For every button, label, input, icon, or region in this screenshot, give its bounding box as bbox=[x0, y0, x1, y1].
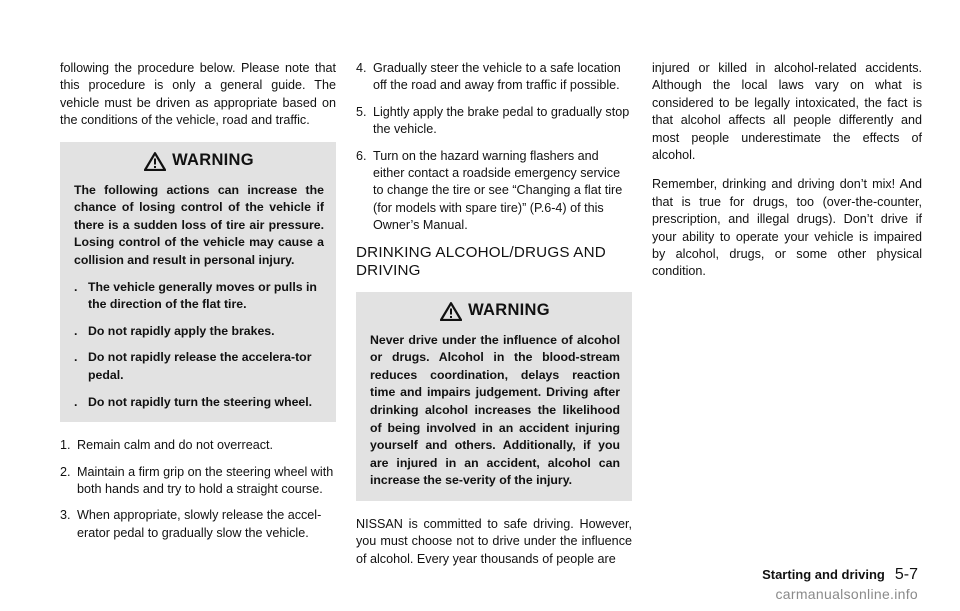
bullet-dot: . bbox=[74, 279, 78, 294]
column-left bbox=[60, 60, 336, 551]
procedure-steps-2 bbox=[356, 60, 632, 235]
warning-triangle-icon bbox=[144, 152, 166, 171]
warning-text: The following actions can increase the chance of losing control of the vehicle if there is a sudden loss of tire air pressure. Losing control of the vehicle may cause a collision and result in personal injury. bbox=[74, 182, 324, 267]
section-heading: DRINKING ALCOHOL/DRUGS AND DRIVING bbox=[356, 243, 606, 279]
warning-header bbox=[74, 152, 324, 171]
nissan-paragraph: NISSAN is committed to safe driving. However, you must choose not to drive under the influence of alcohol. Every year thousands of people are bbox=[356, 517, 632, 566]
page-footer bbox=[762, 566, 918, 584]
intro-paragraph: following the procedure below. Please note that this procedure is only a general guide. The vehicle must be driven as appropriate based on the conditions of the vehicle, road and traffic. bbox=[60, 61, 336, 128]
warning-bullet: . Do not rapidly release the accelera-tor pedal. bbox=[74, 350, 312, 382]
watermark: carmanualsonline.info bbox=[775, 586, 918, 602]
warning-text: Never drive under the influence of alcohol or drugs. Alcohol in the blood-stream reduces coordination, delays reaction time and impairs judgement. Driving after drinking alcohol increases the likelihood of being involved in an accident injuring yourself and others. Additionally, if you are injured in an accident, alcohol can increase the se-verity of the injury. bbox=[370, 332, 620, 488]
bullet-dot: . bbox=[74, 323, 78, 338]
bullet-dot: . bbox=[74, 394, 78, 409]
bullet-dot: . bbox=[74, 350, 78, 365]
alcohol-paragraph-1: injured or killed in alcohol-related accidents. Although the local laws vary on what is considered to be legally intoxicated, the fact is that alcohol affects all people differently and most people underestimate the effects of alcohol. bbox=[652, 61, 922, 163]
step-item: 6. Turn on the hazard warning flashers and either contact a roadside emergency service to change the tire or see “Changing a flat tire (for models with spare tire)” (P.6-4) of this Owner’s Manual. bbox=[356, 148, 623, 233]
column-right bbox=[652, 60, 922, 293]
warning-box-alcohol bbox=[356, 292, 632, 501]
chapter-title: Starting and driving bbox=[762, 567, 885, 582]
step-item: 1. Remain calm and do not overreact. bbox=[60, 438, 274, 453]
warning-bullet: . Do not rapidly turn the steering wheel. bbox=[74, 394, 324, 412]
warning-triangle-icon bbox=[440, 302, 462, 321]
step-item: 5. Lightly apply the brake pedal to gradually stop the vehicle. bbox=[356, 104, 630, 137]
page-number: 5-7 bbox=[894, 566, 918, 583]
step-item: 3. When appropriate, slowly release the accel-erator pedal to gradually slow the vehicle. bbox=[60, 508, 322, 540]
warning-title: WARNING bbox=[172, 151, 254, 170]
column-middle bbox=[356, 60, 632, 580]
procedure-steps-1 bbox=[60, 437, 336, 542]
warning-bullet-list bbox=[74, 279, 324, 412]
warning-bullet: . The vehicle generally moves or pulls in the direction of the flat tire. bbox=[74, 279, 317, 312]
step-item: 4. Gradually steer the vehicle to a safe location off the road and away from traffic if possible. bbox=[356, 61, 621, 93]
warning-title: WARNING bbox=[468, 301, 550, 320]
warning-bullet: . Do not rapidly apply the brakes. bbox=[74, 323, 324, 341]
alcohol-paragraph-2: Remember, drinking and driving don’t mix! And that is true for drugs, too (over-the-counter, prescription, and illegal drugs). Don’t drive if your ability to operate your vehicle is impaired by alcohol, drugs, or some other physical condition. bbox=[652, 177, 922, 279]
warning-box-tire bbox=[60, 142, 336, 423]
warning-header bbox=[370, 302, 620, 321]
step-item: 2. Maintain a firm grip on the steering wheel with both hands and try to hold a straight course. bbox=[60, 464, 334, 496]
